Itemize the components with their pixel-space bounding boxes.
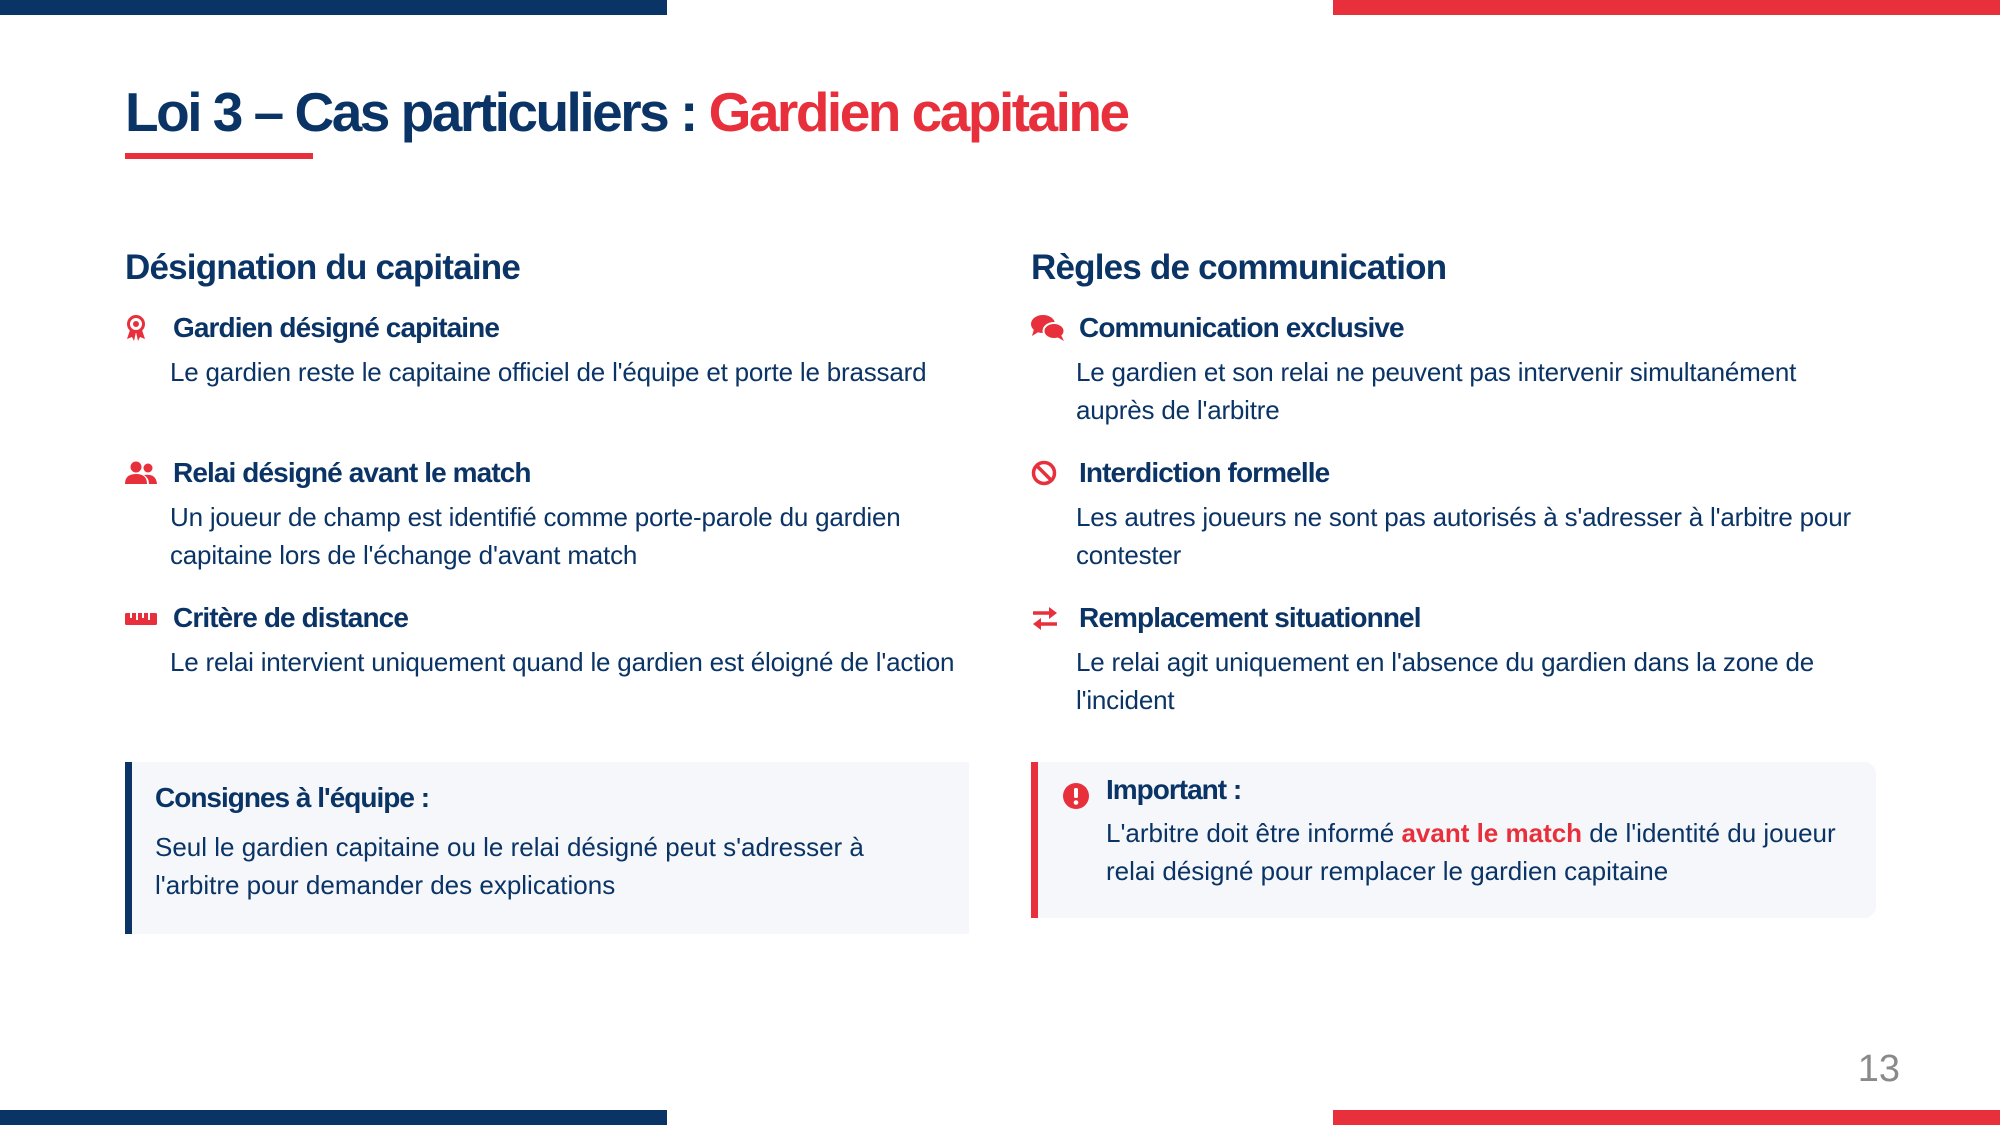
item-title: Communication exclusive — [1079, 312, 1404, 343]
item-interdiction-formelle — [1031, 456, 1876, 601]
bottom-left-accent-bar — [0, 1110, 667, 1125]
item-title: Interdiction formelle — [1079, 457, 1330, 488]
top-left-accent-bar — [0, 0, 667, 15]
ruler-icon — [125, 603, 161, 633]
communication-heading: Règles de communication — [1031, 248, 1447, 287]
bottom-right-accent-bar — [1333, 1110, 2000, 1125]
item-description: Le relai intervient uniquement quand le gardien est éloigné de l'action — [170, 647, 955, 677]
designation-column — [125, 245, 970, 746]
page-number: 13 — [1857, 1048, 1900, 1090]
communication-column — [1031, 245, 1876, 746]
users-icon — [125, 458, 161, 488]
item-remplacement-situationnel — [1031, 601, 1876, 746]
note-title: Important : — [1106, 774, 1242, 805]
note-text-before: L'arbitre doit être informé — [1106, 818, 1402, 848]
item-description: Le gardien et son relai ne peuvent pas intervenir simultanément auprès de l'arbitre — [1076, 357, 1797, 425]
note-text: Seul le gardien capitaine ou le relai désigné peut s'adresser à l'arbitre pour demander des explications — [155, 832, 864, 900]
item-description: Le gardien reste le capitaine officiel de l'équipe et porte le brassard — [170, 357, 927, 387]
exclamation-circle-icon — [1062, 782, 1092, 812]
exchange-icon — [1031, 603, 1067, 633]
item-critere-distance — [125, 601, 970, 746]
top-right-accent-bar — [1333, 0, 2000, 15]
note-text-after: de l'identité du joueur relai désigné pour remplacer le gardien capitaine — [1106, 818, 1836, 886]
designation-heading: Désignation du capitaine — [125, 248, 521, 287]
item-title: Relai désigné avant le match — [173, 457, 531, 488]
team-instructions-note — [125, 762, 969, 934]
note-title: Consignes à l'équipe : — [155, 782, 430, 813]
item-title: Remplacement situationnel — [1079, 602, 1421, 633]
award-icon — [125, 313, 161, 343]
page-title-accent: Gardien capitaine — [708, 81, 1128, 143]
note-text — [1106, 814, 1866, 890]
item-description: Le relai agit uniquement en l'absence du gardien dans la zone de l'incident — [1076, 647, 1815, 715]
page-title-main: Loi 3 – Cas particuliers : — [125, 81, 696, 143]
item-title: Critère de distance — [173, 602, 408, 633]
item-gardien-capitaine — [125, 311, 970, 456]
comments-icon — [1031, 313, 1067, 343]
item-communication-exclusive — [1031, 311, 1876, 456]
item-relai-designe — [125, 456, 970, 601]
note-text-emphasis: avant le match — [1401, 818, 1583, 848]
item-title: Gardien désigné capitaine — [173, 312, 500, 343]
item-description: Un joueur de champ est identifié comme porte-parole du gardien capitaine lors de l'échange d'avant match — [170, 502, 901, 570]
ban-icon — [1031, 458, 1067, 488]
item-description: Les autres joueurs ne sont pas autorisés à s'adresser à l'arbitre pour contester — [1076, 502, 1851, 570]
title-underline — [125, 153, 313, 159]
important-note — [1031, 762, 1876, 918]
page-title — [125, 80, 1128, 144]
